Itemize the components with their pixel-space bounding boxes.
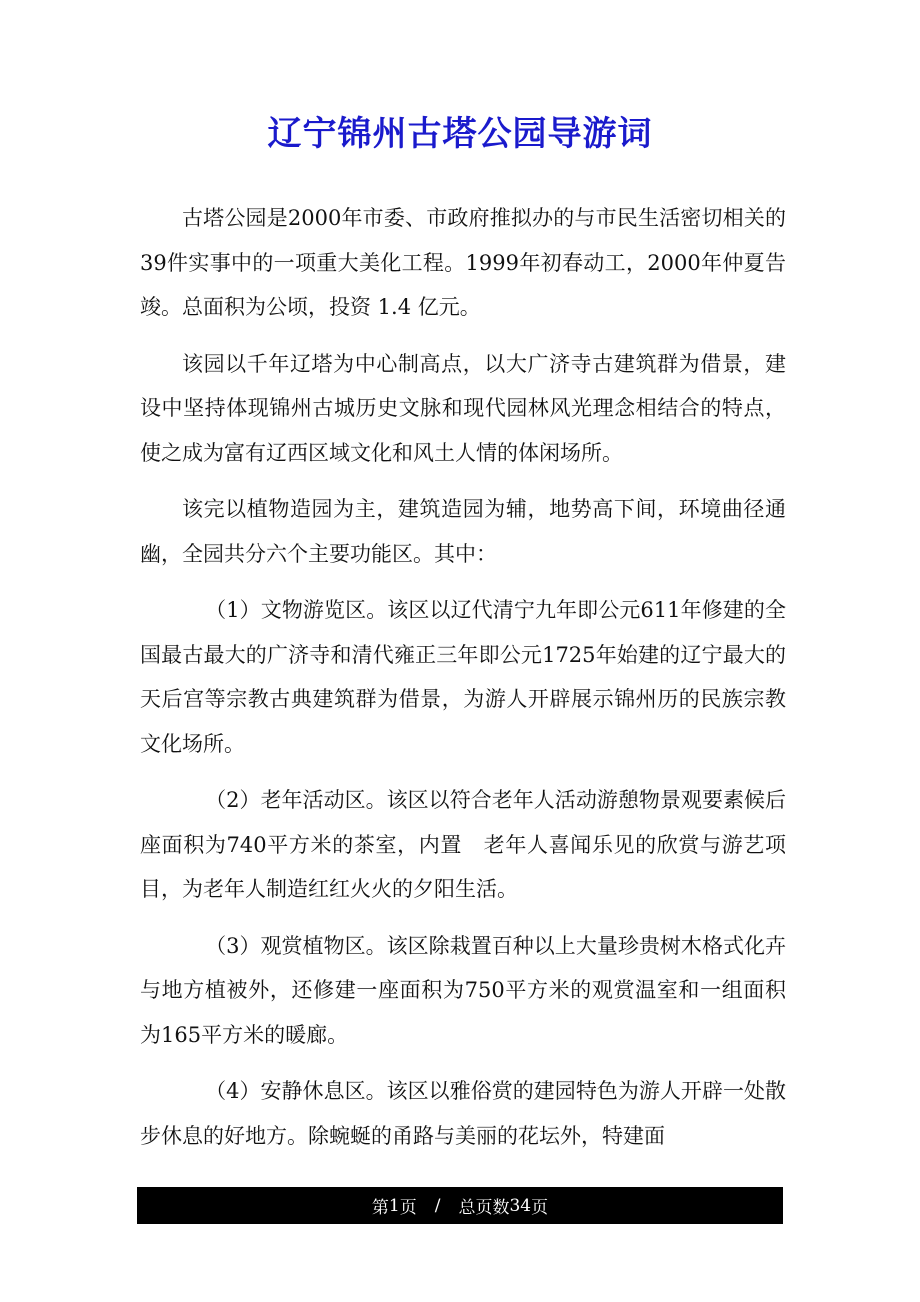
footer-current-page: 1 [388, 1195, 400, 1216]
footer-separator: / [434, 1195, 441, 1216]
footer-total-prefix: 总页数 [458, 1198, 510, 1218]
footer-current-suffix: 页 [399, 1198, 417, 1218]
paragraph-design: 该园以千年辽塔为中心制高点，以大广济寺古建筑群为借景，建设中坚持体现锦州古城历史文脉和现代园林风光理念相结合的特点，使之成为富有辽西区域文化和风土人情的体闲场所。 [140, 351, 786, 465]
list-item-cultural-relics-zone: （1）文物游览区。该区以辽代清宁九年即公元611年修建的全国最古最大的广济寺和清代雍正三年即公元1725年始建的辽宁最大的天后宫等宗教古典建筑群为借景，为游人开辟展示锦州历的民族宗教 文化场所。 [140, 598, 807, 756]
list-item-senior-activity-zone: （2）老年活动区。该区以符合老年人活动游憩物景观要素候后座面积为740平方米的茶室，内置 老年人喜闻乐见的欣赏与游艺项目，为老年人制造红红火火的夕阳生活。 [140, 788, 786, 901]
paragraph-zones: 该完以植物造园为主，建筑造园为辅，地势高下间，环境曲径通幽，全园共分六个主要功能区。其中： [140, 497, 786, 566]
document-body [140, 196, 807, 1170]
document-title: 辽宁锦州古塔公园导游词 [267, 114, 653, 154]
paragraph-intro: 古塔公园是2000年市委、市政府推拟办的与市民生活密切相关的39件实事中的一项重大美化工程。1999年初春动工，2000年仲夏告竣。总面积为公顷，投资 1.4 亿元。 [140, 206, 786, 319]
list-item-ornamental-plant-zone: （3）观赏植物区。该区除栽置百种以上大量珍贵树木格式化卉与地方植被外，还修建一座面积为750平方米的观赏温室和一组面积为165平方米的暖廊。 [140, 933, 786, 1047]
page-footer [137, 1187, 783, 1224]
footer-total-suffix: 页 [531, 1198, 549, 1218]
footer-current-prefix: 第 [371, 1198, 389, 1218]
list-item-quiet-rest-zone: （4）安静休息区。该区以雅俗赏的建园特色为游人开辟一处散步休息的好地方。除蜿蜒的甬路与美丽的花坛外，特建面 [140, 1079, 786, 1148]
footer-total-pages: 34 [509, 1195, 532, 1216]
